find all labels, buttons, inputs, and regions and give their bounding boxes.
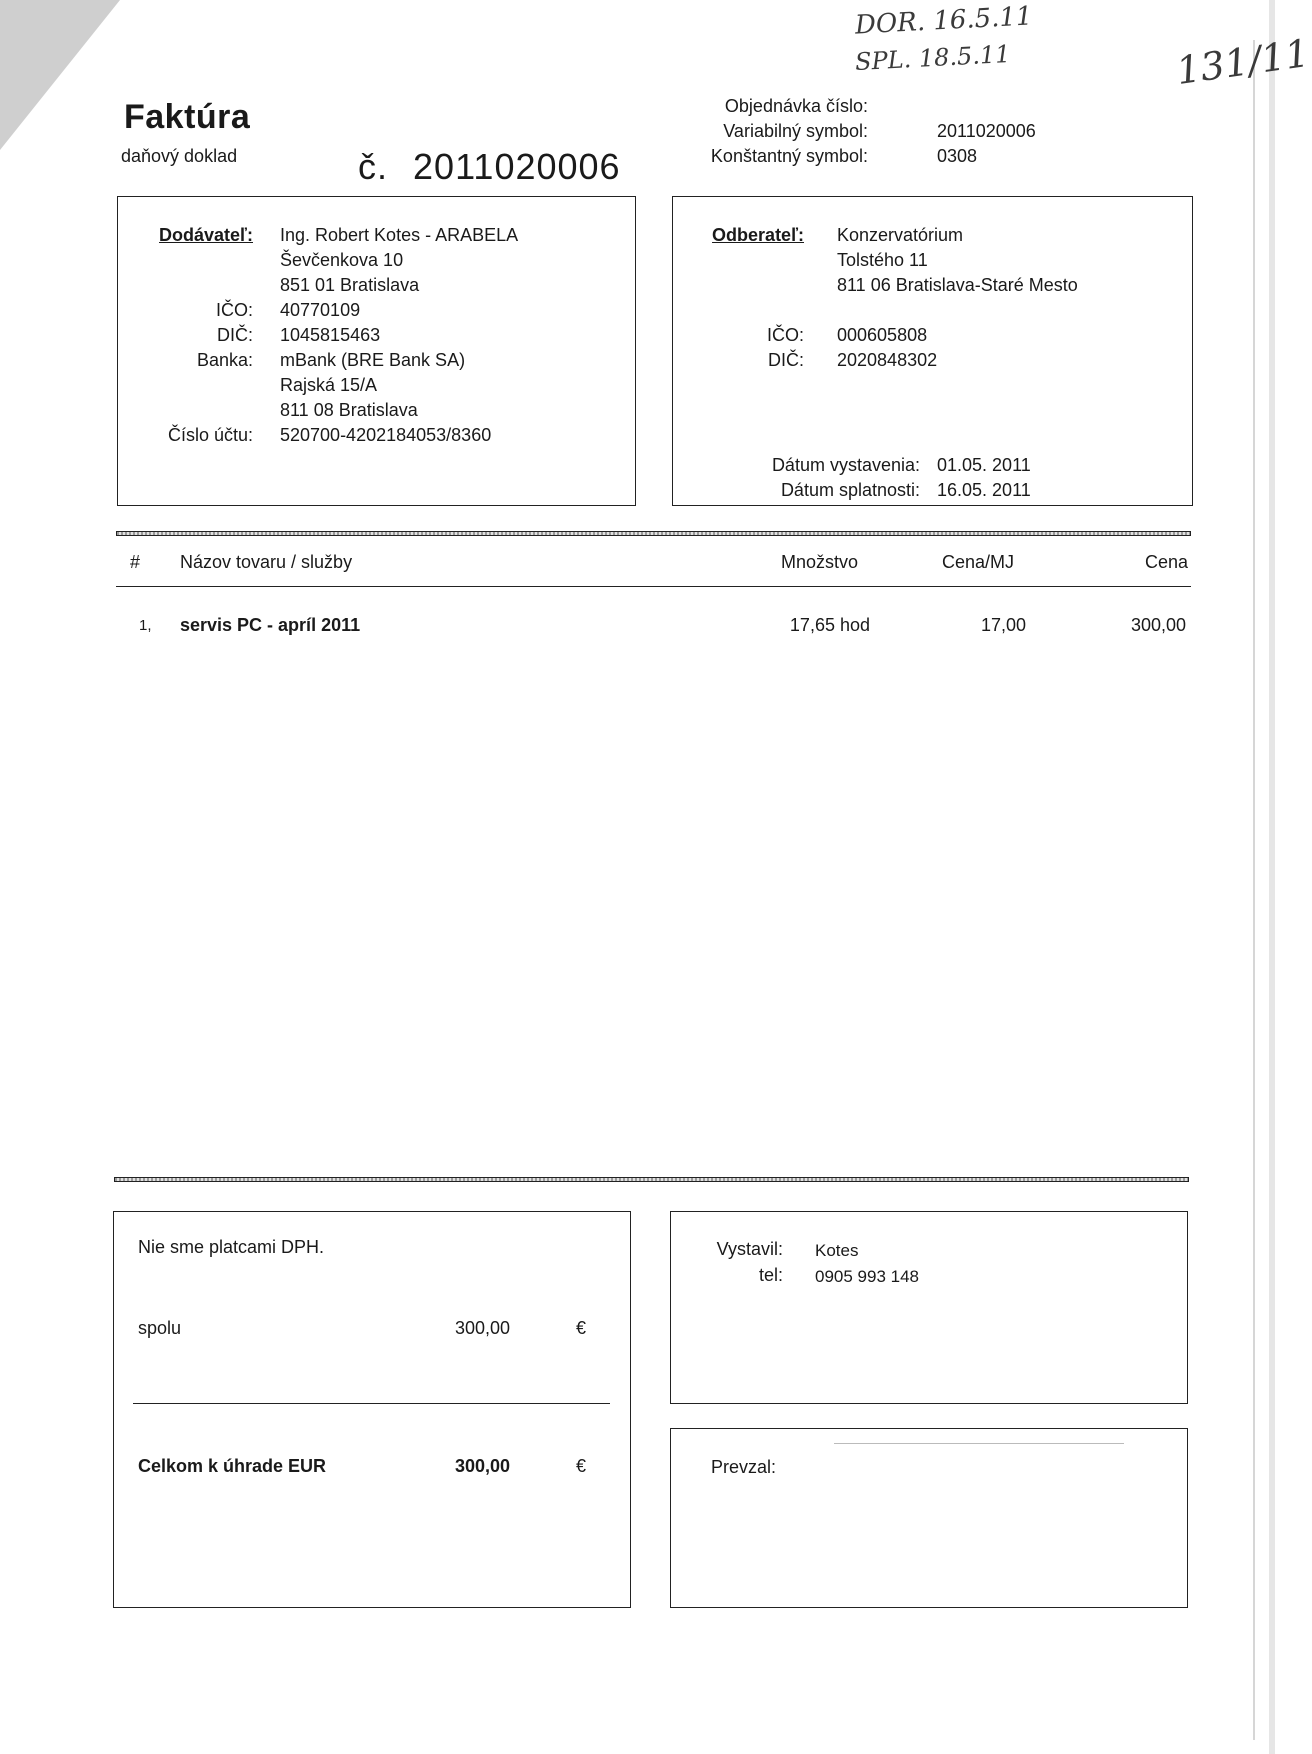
vat-note: Nie sme platcami DPH. xyxy=(138,1237,325,1257)
row-num: 1, xyxy=(139,617,152,634)
customer-city: 811 06 Bratislava-Staré Mesto xyxy=(837,275,1078,295)
col-header-qty: Množstvo xyxy=(780,552,858,572)
supplier-box xyxy=(117,196,636,506)
subtotal-label: spolu xyxy=(138,1318,182,1338)
variable-symbol-label: Variabilný symbol: xyxy=(723,121,868,141)
due-date: 16.05. 2011 xyxy=(937,480,1031,500)
row-unit-price: 17,00 xyxy=(980,615,1026,635)
supplier-title: Dodávateľ: xyxy=(159,225,253,245)
table-top-rule xyxy=(116,531,1191,536)
handwritten-note-delivered: DOR. 16.5.11 xyxy=(854,1,1034,41)
total-value: 300,00 xyxy=(454,1456,510,1476)
row-qty: 17,65 hod xyxy=(789,615,870,635)
constant-symbol-value: 0308 xyxy=(937,146,978,166)
subtotal-value: 300,00 xyxy=(454,1318,510,1338)
scan-corner-fold xyxy=(0,0,120,150)
signature-line xyxy=(834,1443,1124,1444)
supplier-street: Ševčenkova 10 xyxy=(280,250,404,270)
scan-edge-line xyxy=(1253,40,1255,1740)
customer-ico-label: IČO: xyxy=(766,325,804,345)
received-by-label: Prevzal: xyxy=(711,1457,777,1477)
handwritten-record-number: 131/11 xyxy=(1173,30,1312,94)
supplier-ico-label: IČO: xyxy=(215,300,253,320)
invoice-number-label: č. xyxy=(358,146,389,187)
document-title: Faktúra xyxy=(124,98,251,136)
supplier-bank-name: mBank (BRE Bank SA) xyxy=(280,350,466,370)
customer-dic: 2020848302 xyxy=(837,350,938,370)
supplier-ico: 40770109 xyxy=(280,300,361,320)
summary-divider xyxy=(133,1403,610,1404)
supplier-bank-city: 811 08 Bratislava xyxy=(280,400,418,420)
tel-label: tel: xyxy=(758,1265,783,1285)
supplier-bank-street: Rajská 15/A xyxy=(280,375,378,395)
receiver-box xyxy=(670,1428,1188,1608)
subtotal-currency: € xyxy=(576,1318,587,1338)
order-number-label: Objednávka číslo: xyxy=(724,96,868,116)
supplier-name: Ing. Robert Kotes - ARABELA xyxy=(280,225,519,245)
order-info xyxy=(660,96,1110,176)
customer-title: Odberateľ: xyxy=(712,225,804,245)
table-header-rule xyxy=(116,586,1191,587)
col-header-unit-price: Cena/MJ xyxy=(941,552,1014,572)
issued-by: Kotes xyxy=(815,1241,859,1260)
col-header-num: # xyxy=(130,552,141,572)
row-name: servis PC - apríl 2011 xyxy=(180,615,361,635)
document-subtitle: daňový doklad xyxy=(121,146,238,166)
row-price: 300,00 xyxy=(1130,615,1186,635)
supplier-dic: 1045815463 xyxy=(280,325,381,345)
tel-value: 0905 993 148 xyxy=(815,1267,919,1286)
invoice-number xyxy=(358,146,621,188)
due-date-label: Dátum splatnosti: xyxy=(780,480,920,500)
issuer-box xyxy=(670,1211,1188,1404)
customer-name: Konzervatórium xyxy=(837,225,964,245)
constant-symbol-label: Konštantný symbol: xyxy=(710,146,868,166)
issued-by-label: Vystavil: xyxy=(716,1239,783,1259)
customer-street: Tolstého 11 xyxy=(837,250,928,270)
table-bottom-rule xyxy=(114,1177,1189,1182)
invoice-number-value: 2011020006 xyxy=(413,146,621,187)
total-label: Celkom k úhrade EUR xyxy=(138,1456,327,1476)
col-header-price: Cena xyxy=(1144,552,1188,572)
scan-edge xyxy=(1269,0,1275,1754)
customer-ico: 000605808 xyxy=(837,325,928,345)
total-currency: € xyxy=(576,1456,587,1476)
supplier-dic-label: DIČ: xyxy=(217,325,253,345)
supplier-account-label: Číslo účtu: xyxy=(167,425,253,445)
supplier-bank-label: Banka: xyxy=(196,350,253,370)
issue-date-label: Dátum vystavenia: xyxy=(771,455,920,475)
supplier-city: 851 01 Bratislava xyxy=(280,275,420,295)
issue-date: 01.05. 2011 xyxy=(937,455,1031,475)
variable-symbol-value: 2011020006 xyxy=(937,121,1036,141)
handwritten-note-paid: SPL. 18.5.11 xyxy=(854,39,1012,77)
col-header-name: Názov tovaru / služby xyxy=(180,552,353,572)
supplier-account: 520700-4202184053/8360 xyxy=(280,425,492,445)
summary-box xyxy=(113,1211,631,1608)
customer-box xyxy=(672,196,1193,506)
customer-dic-label: DIČ: xyxy=(768,350,804,370)
